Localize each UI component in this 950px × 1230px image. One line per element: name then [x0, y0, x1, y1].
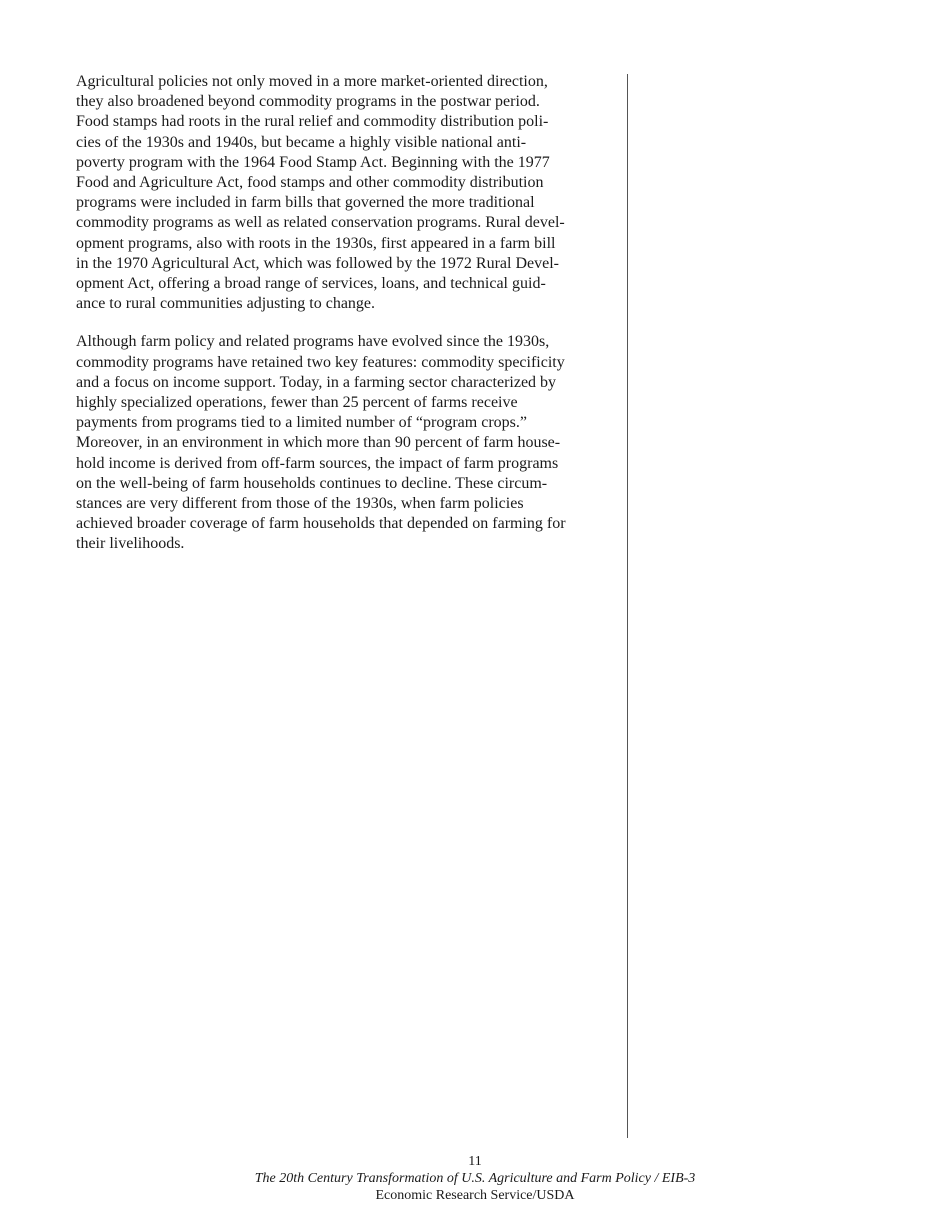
text-line: highly specialized operations, fewer than 25 percent of farms receive: [76, 394, 518, 412]
text-line: Moreover, in an environment in which more than 90 percent of farm house-: [76, 434, 561, 452]
text-line: poverty program with the 1964 Food Stamp Act. Beginning with the 1977: [76, 153, 550, 171]
body-paragraph-2: [76, 332, 606, 554]
text-line: Food stamps had roots in the rural relief and commodity distribution poli-: [76, 113, 549, 131]
text-line: in the 1970 Agricultural Act, which was followed by the 1972 Rural Devel-: [76, 254, 560, 272]
text-line: commodity programs as well as related conservation programs. Rural devel-: [76, 214, 565, 232]
text-line: cies of the 1930s and 1940s, but became a highly visible national anti-: [76, 133, 527, 151]
text-line: and a focus on income support. Today, in a farming sector characterized by: [76, 373, 557, 391]
text-line: on the well-being of farm households continues to decline. These circum-: [76, 474, 548, 492]
text-line: programs were included in farm bills that governed the more traditional: [76, 194, 535, 212]
text-line: achieved broader coverage of farm households that depended on farming for: [76, 515, 566, 533]
publisher: Economic Research Service/USDA: [375, 1188, 575, 1203]
text-line: Although farm policy and related programs have evolved since the 1930s,: [76, 333, 550, 351]
text-line: opment Act, offering a broad range of services, loans, and technical guid-: [76, 275, 546, 293]
body-paragraph-1: [76, 72, 606, 314]
text-line: Agricultural policies not only moved in a more market-oriented direction,: [76, 73, 548, 90]
main-text-column: [76, 72, 606, 555]
text-line: hold income is derived from off-farm sources, the impact of farm programs: [76, 454, 559, 472]
page-number: 11: [468, 1154, 482, 1169]
page-footer: [0, 1153, 950, 1204]
text-line: payments from programs tied to a limited number of “program crops.”: [76, 414, 527, 432]
text-line: opment programs, also with roots in the 1930s, first appeared in a farm bill: [76, 234, 556, 252]
text-line: Food and Agriculture Act, food stamps and other commodity distribution: [76, 174, 544, 192]
publication-title: The 20th Century Transformation of U.S. Agriculture and Farm Policy / EIB-3: [254, 1171, 696, 1186]
text-line: ance to rural communities adjusting to change.: [76, 295, 376, 313]
text-line: commodity programs have retained two key features: commodity specificity: [76, 353, 565, 371]
margin-divider-rule: [627, 74, 628, 1138]
text-line: their livelihoods.: [76, 535, 185, 553]
text-line: they also broadened beyond commodity programs in the postwar period.: [76, 93, 540, 111]
text-line: stances are very different from those of the 1930s, when farm policies: [76, 495, 524, 513]
